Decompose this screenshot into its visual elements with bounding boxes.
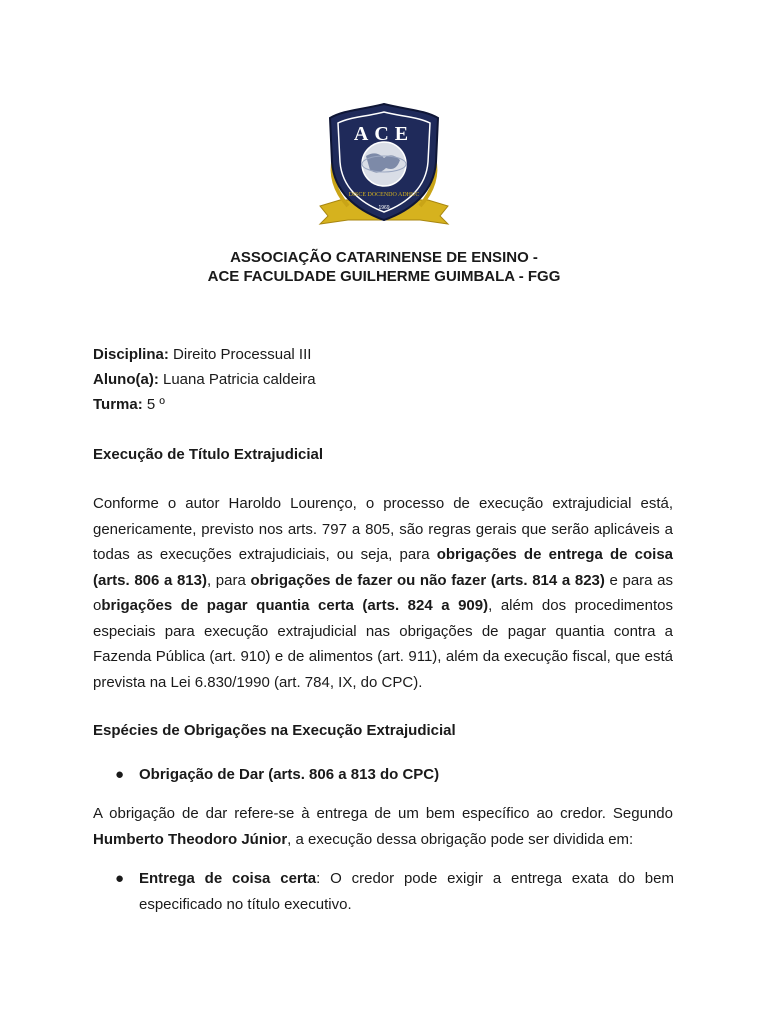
para1-bold-1: obrigações de entrega de coisa (arts. 806 a 813) bbox=[93, 546, 674, 589]
para1-text-1: Conforme o autor Haroldo Lourenço, o processo de execução extrajudicial está, genericamente, previsto nos arts. 797 a 805, são regras gerais que serão aplicáveis a todas as execuções extrajudiciais, ou seja, para bbox=[93, 495, 673, 563]
bullet-dot-icon: ● bbox=[115, 766, 125, 783]
disciplina-label: Disciplina: bbox=[93, 346, 169, 363]
bullet-entrega-bold: Entrega de coisa certa bbox=[139, 870, 317, 887]
field-turma bbox=[93, 396, 165, 413]
ace-crest-logo bbox=[300, 88, 468, 238]
logo-year: 1969 bbox=[378, 205, 390, 211]
logo-letters: ACE bbox=[353, 123, 415, 145]
aluno-label: Aluno(a): bbox=[93, 371, 159, 388]
bullet-dot-icon: ● bbox=[115, 870, 125, 887]
para1-bold-2: obrigações de fazer ou não fazer (arts. 814 a 823) bbox=[250, 571, 605, 589]
paragraph-execucao bbox=[93, 491, 673, 695]
para2-bold-1: Humberto Theodoro Júnior bbox=[93, 830, 288, 848]
field-aluno bbox=[93, 371, 316, 388]
paragraph-obrigacao-dar bbox=[93, 801, 673, 852]
bullet-entrega-text bbox=[139, 866, 674, 917]
para1-bold-3: brigações de pagar quantia certa (arts. 824 a 909) bbox=[101, 597, 489, 614]
para2-text-2: , a execução dessa obrigação pode ser dividida em: bbox=[287, 830, 634, 848]
section-title-especies: Espécies de Obrigações na Execução Extrajudicial bbox=[93, 722, 456, 739]
bullet-entrega-rest: : O credor pode exigir a entrega exata do bem especificado no título executivo. bbox=[139, 870, 674, 913]
institution-line-2: ACE FACULDADE GUILHERME GUIMBALA - FGG bbox=[207, 268, 561, 285]
institution-line-1: ASSOCIAÇÃO CATARINENSE DE ENSINO - bbox=[230, 249, 538, 266]
para2-text-1: A obrigação de dar refere-se à entrega de um bem específico ao credor. Segundo bbox=[93, 805, 673, 822]
para1-text-3: e para as o bbox=[93, 571, 674, 614]
para1-text-2: , para bbox=[207, 571, 251, 589]
turma-label: Turma: bbox=[93, 396, 143, 413]
section-title-execucao: Execução de Título Extrajudicial bbox=[93, 446, 324, 463]
disciplina-value: Direito Processual III bbox=[168, 346, 312, 363]
aluno-value: Luana Patricia caldeira bbox=[158, 371, 316, 388]
turma-value: 5 º bbox=[142, 396, 165, 413]
field-disciplina bbox=[93, 346, 311, 363]
logo-motto: DISCE DOCENDO ADHUC bbox=[348, 192, 420, 198]
para1-text-4: , além dos procedimentos especiais para execução extrajudicial nas obrigações de pagar quantia contra a Fazenda Pública (art. 910) e de alimentos (art. 911), além da execução fiscal, que está prevista na Lei 6.830/1990 (art. 784, IX, do CPC). bbox=[93, 597, 673, 691]
bullet-obrigacao-dar-text: Obrigação de Dar (arts. 806 a 813 do CPC) bbox=[139, 766, 440, 783]
